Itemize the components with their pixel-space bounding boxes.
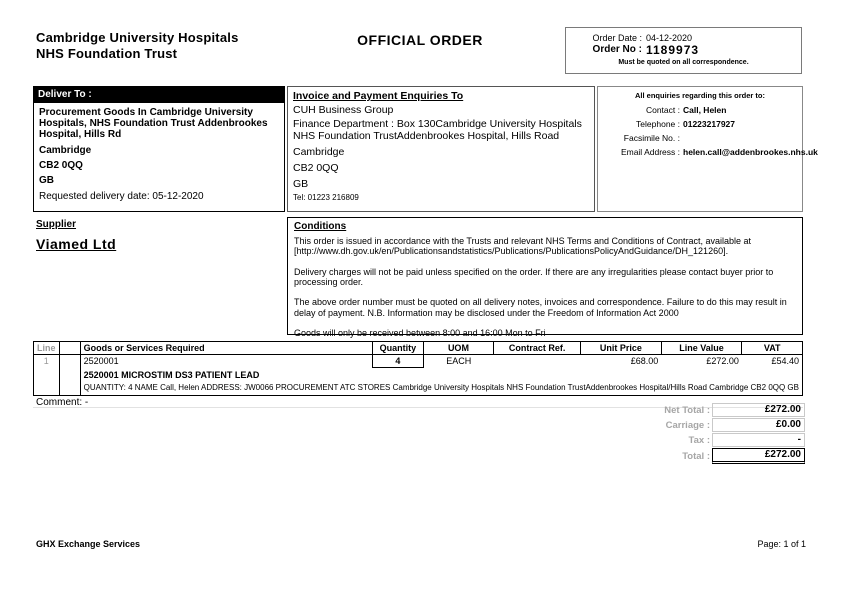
facsimile-value — [683, 133, 798, 143]
item-desc-sub-cell — [59, 368, 80, 382]
invoice-telephone: Tel: 01223 216809 — [293, 193, 359, 203]
item-details-sub-cell — [59, 381, 80, 396]
footer-page-number: Page: 1 of 1 — [757, 539, 806, 549]
conditions-heading: Conditions — [294, 221, 347, 232]
comment-line: Comment: - — [36, 397, 89, 408]
document-title: OFFICIAL ORDER — [357, 32, 483, 48]
item-details: QUANTITY: 4 NAME Call, Helen ADDRESS: JW0066 PROCUREMENT ATC STORES Cambridge University Hospitals NHS Foundation TrustAddenbrookes Hospital/Hills Road Cambridge CB2 0QQ GB — [83, 383, 799, 392]
supplier-name: Viamed Ltd — [36, 236, 117, 252]
email-label: Email Address : — [620, 147, 680, 157]
deliver-to-country: GB — [39, 174, 54, 186]
item-unit-price: £68.00 — [630, 356, 659, 366]
order-date-row — [572, 31, 795, 43]
deliver-to-heading: Deliver To : — [34, 87, 284, 103]
footer-service-name: GHX Exchange Services — [36, 539, 141, 549]
deliver-to-body — [34, 103, 284, 206]
invoice-city: Cambridge — [293, 146, 345, 159]
item-details-line-cell — [34, 381, 60, 396]
item-description-row — [34, 368, 803, 382]
tax-row — [628, 433, 805, 447]
header-vat: VAT — [742, 342, 803, 355]
conditions-box — [287, 217, 803, 339]
total-row — [628, 448, 805, 464]
header-contract-ref: Contract Ref. — [494, 342, 581, 355]
header-goods: Goods or Services Required — [80, 342, 373, 355]
order-number-value: 1189973 — [646, 43, 700, 57]
item-sub-cell — [59, 355, 80, 368]
carriage-row — [628, 418, 805, 432]
email-value: helen.call@addenbrookes.nhs.uk — [683, 147, 818, 157]
item-description: 2520001 MICROSTIM DS3 PATIENT LEAD — [83, 370, 260, 380]
telephone-row — [602, 119, 798, 129]
conditions-paragraph-2: Delivery charges will not be paid unless specified on the order. If there are any irregularities please contact buyer prior to processing order. — [294, 266, 774, 288]
item-row — [34, 355, 803, 368]
supplier-block — [36, 219, 116, 252]
order-number-row — [572, 43, 795, 57]
total-label: Total : — [682, 450, 710, 462]
enquiries-contact-box — [597, 86, 818, 212]
order-date-label: Order Date : — [592, 33, 642, 43]
deliver-to-city: Cambridge — [39, 144, 92, 156]
tax-value: - — [712, 433, 805, 447]
order-note: Must be quoted on all correspondence. — [618, 59, 749, 66]
carriage-label: Carriage : — [665, 419, 710, 431]
net-total-value: £272.00 — [712, 403, 805, 417]
net-total-label: Net Total : — [664, 404, 710, 416]
invoice-department: Finance Department : Box 130Cambridge University Hospitals NHS Foundation TrustAddenbrookes Hospital, Hills Road — [293, 118, 582, 142]
email-row — [602, 147, 818, 157]
item-line-value: £272.00 — [706, 356, 739, 366]
telephone-label: Telephone : — [636, 119, 680, 129]
supplier-heading: Supplier — [36, 219, 77, 230]
organisation-name-line1: Cambridge University Hospitals — [36, 30, 239, 45]
items-header-row — [34, 342, 803, 355]
facsimile-label: Facsimile No. : — [623, 133, 680, 143]
deliver-to-box — [33, 86, 285, 212]
header-unit-price: Unit Price — [581, 342, 662, 355]
requested-delivery-date: Requested delivery date: 05-12-2020 — [39, 190, 204, 202]
header-line-value: Line Value — [661, 342, 742, 355]
conditions-paragraph-3: The above order number must be quoted on all delivery notes, invoices and correspondence. Failure to do this may result in delay of payment. N.B. Information may be disclosed under the Freedom of Information Act 2000 — [294, 297, 787, 318]
invoice-country: GB — [293, 178, 309, 191]
invoice-enquiries-heading: Invoice and Payment Enquiries To — [293, 90, 464, 102]
header-sub — [59, 342, 80, 355]
totals-block — [628, 403, 805, 465]
header-line: Line — [34, 342, 60, 355]
carriage-value: £0.00 — [712, 418, 805, 432]
net-total-row — [628, 403, 805, 417]
item-details-row — [34, 381, 803, 396]
item-desc-line-cell — [34, 368, 60, 382]
item-uom: EACH — [446, 356, 472, 366]
order-items-table — [33, 341, 803, 396]
invoice-enquiries-box — [287, 86, 595, 212]
total-value: £272.00 — [712, 448, 805, 464]
order-number-label: Order No : — [592, 44, 642, 55]
item-quantity: 4 — [373, 355, 423, 368]
contact-row — [602, 105, 798, 115]
conditions-paragraph-1: This order is issued in accordance with the Trusts and relevant NHS Terms and Conditions of Contract, available at [http://www.dh.gov.uk/en/Publicationsandstatistics/Publications/PublicationsPolicyAndGuidance/DH_121260]. — [294, 236, 752, 257]
invoice-postcode: CB2 0QQ — [293, 162, 339, 175]
invoice-group: CUH Business Group — [293, 104, 394, 116]
contact-label: Contact : — [645, 105, 680, 115]
organisation-name — [36, 30, 239, 63]
deliver-to-postcode: CB2 0QQ — [39, 159, 83, 171]
order-reference-box — [565, 27, 802, 74]
header-quantity: Quantity — [373, 342, 423, 355]
organisation-name-line2: NHS Foundation Trust — [36, 46, 178, 62]
item-code: 2520001 — [83, 356, 119, 366]
enquiries-heading: All enquiries regarding this order to: — [634, 91, 766, 100]
facsimile-row — [602, 133, 798, 143]
deliver-to-address: Procurement Goods In Cambridge University Hospitals, NHS Foundation Trust Addenbrookes Hospital, Hills Rd — [39, 107, 268, 141]
conditions-paragraph-4: Goods will only be received between 8:00 and 16:00 Mon to Fri — [294, 328, 546, 339]
item-line-number: 1 — [34, 355, 60, 368]
tax-label: Tax : — [688, 434, 710, 446]
header-uom: UOM — [423, 342, 494, 355]
item-contract-ref — [494, 355, 581, 368]
telephone-value: 01223217927 — [683, 119, 736, 129]
order-date-value: 04-12-2020 — [646, 33, 693, 43]
contact-value: Call, Helen — [683, 105, 727, 115]
item-vat: £54.40 — [771, 356, 799, 366]
